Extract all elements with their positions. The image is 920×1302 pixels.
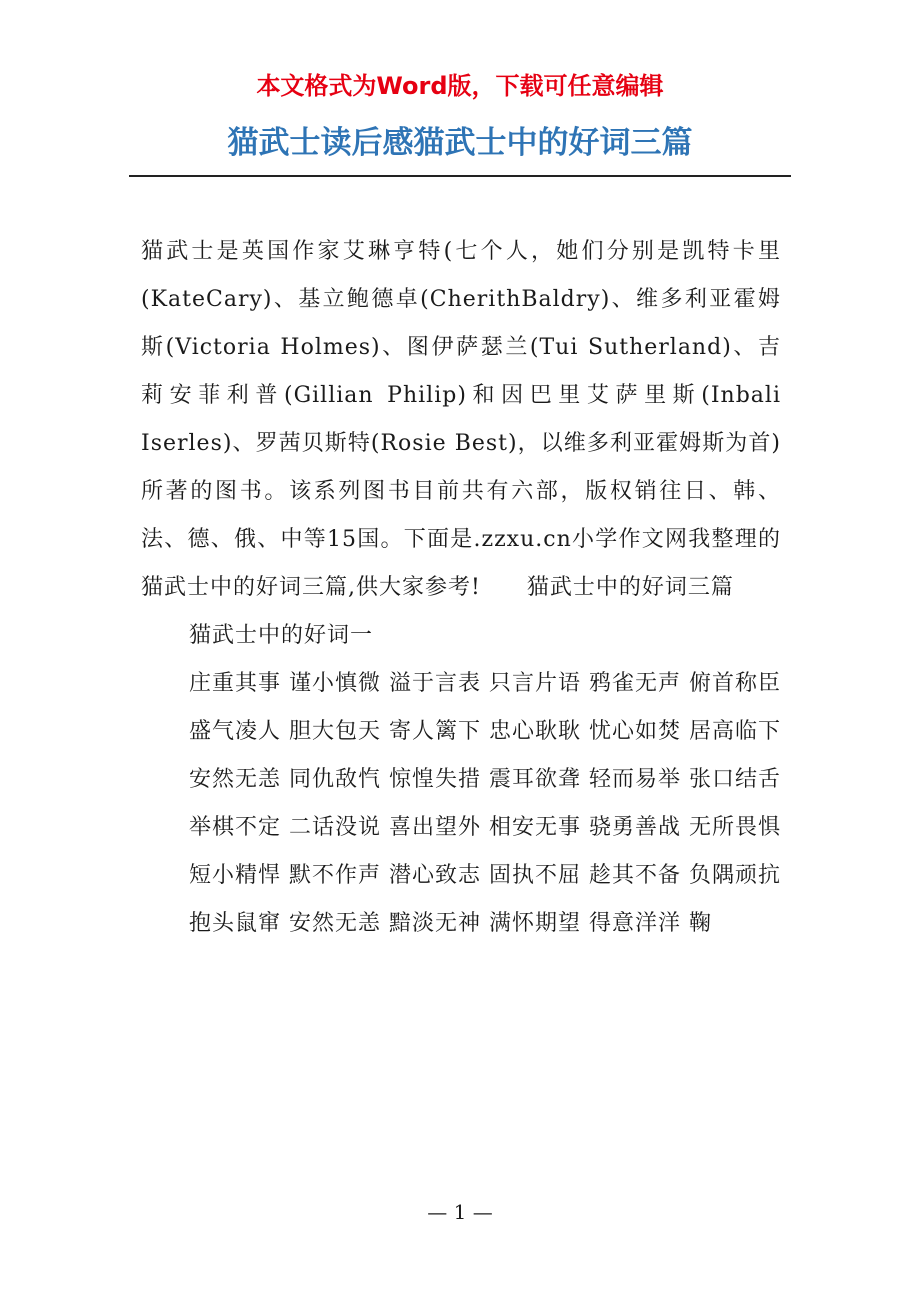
- word-row: 盛气凌人 胆大包天 寄人篱下 忠心耿耿 忧心如焚 居高临下: [189, 719, 781, 744]
- intro-paragraph: 猫武士是英国作家艾琳亨特(七个人，她们分别是凯特卡里(KateCary)、基立鲍德卓(CherithBaldry)、维多利亚霍姆斯(Victoria Holmes)、图伊萨瑟兰(Tui Sutherland)、吉莉安菲利普(Gillian Philip)和因巴里艾萨里斯(Inbali Iserles)、罗茜贝斯特(Rosie Best)，以维多利亚霍姆斯为首)所著的图书。该系列图书目前共有六部，版权销往日、韩、法、德、俄、中等15国。下面是.zzxu.cn小学作文网我整理的猫武士中的好词三篇,供大家参考! 猫武士中的好词三篇: [141, 239, 781, 600]
- title-divider: [129, 175, 791, 177]
- word-row: 抱头鼠窜 安然无恙 黯淡无神 满怀期望 得意洋洋 鞠: [189, 911, 712, 936]
- download-notice: 本文格式为Word版，下载可任意编辑: [256, 72, 664, 100]
- page-number: — 1 —: [427, 1200, 493, 1224]
- section-heading: 猫武士中的好词一: [189, 623, 374, 648]
- page-title: 猫武士读后感猫武士中的好词三篇: [227, 125, 693, 161]
- word-row: 庄重其事 谨小慎微 溢于言表 只言片语 鸦雀无声 俯首称臣: [189, 671, 781, 696]
- word-row: 短小精悍 默不作声 潜心致志 固执不屈 趁其不备 负隅顽抗: [189, 863, 781, 888]
- word-row: 举棋不定 二话没说 喜出望外 相安无事 骁勇善战 无所畏惧: [189, 815, 781, 840]
- document-body: [141, 228, 781, 948]
- word-row: 安然无恙 同仇敌忾 惊惶失措 震耳欲聋 轻而易举 张口结舌: [189, 767, 781, 792]
